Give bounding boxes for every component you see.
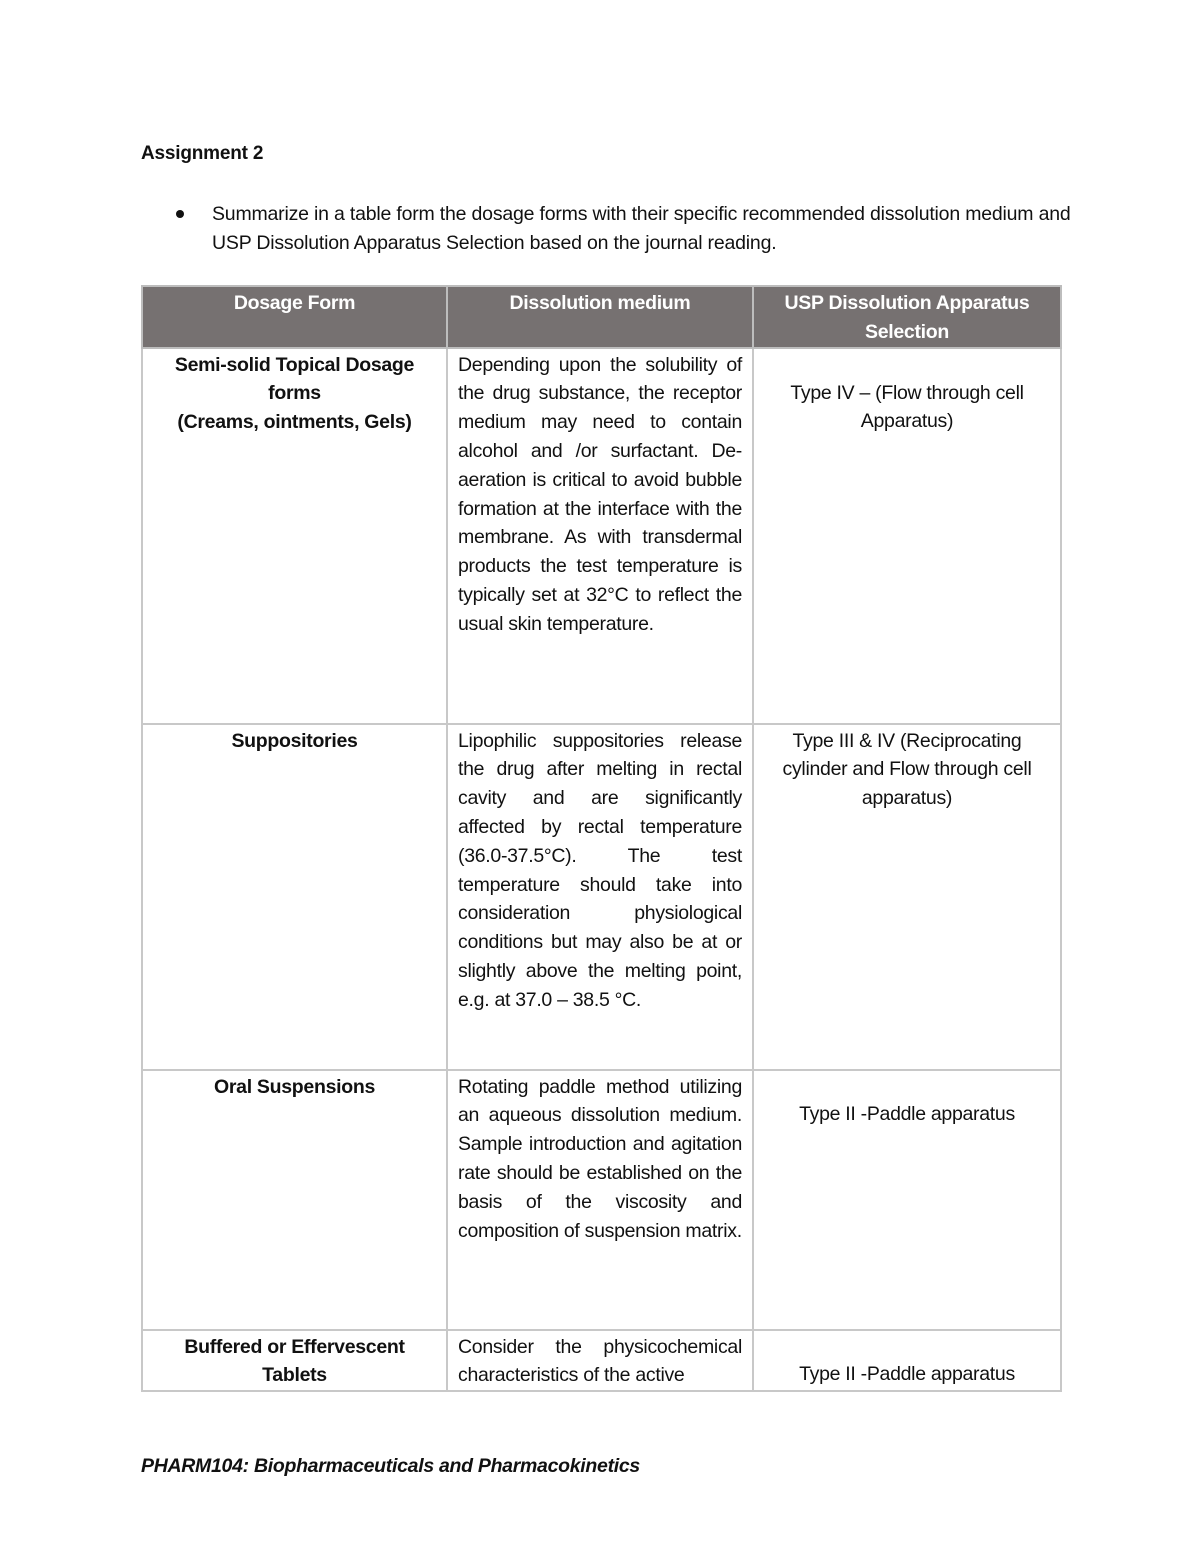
dosage-form-name: Semi-solid Topical Dosage forms <box>174 353 415 405</box>
dissolution-medium-cell: Depending upon the solubility of the drug substance, the receptor medium may need to contain alcohol and /or surfactant. De-aeration is critical to avoid bubble formation at the interface with the membrane. As with transdermal products the test temperature is typically set at 32°C to reflect the usual skin temperature. <box>447 348 753 724</box>
dosage-form-cell: Suppositories <box>142 724 447 1070</box>
table-header-row <box>142 286 1061 348</box>
apparatus-text: Type IV – (Flow through cell Apparatus) <box>790 381 1024 433</box>
header-apparatus: USP Dissolution Apparatus Selection <box>753 286 1061 348</box>
apparatus-cell <box>753 348 1061 724</box>
apparatus-text: Type II -Paddle apparatus <box>799 1362 1015 1385</box>
dissolution-medium-cell: Consider the physicochemical characteristics of the active <box>447 1330 753 1392</box>
header-dosage-form: Dosage Form <box>142 286 447 348</box>
dosage-form-examples: (Creams, ointments, Gels) <box>177 411 412 434</box>
dosage-table <box>141 285 1062 1392</box>
table-row <box>142 1070 1061 1330</box>
table-row <box>142 1330 1061 1392</box>
bullet-icon <box>176 210 184 218</box>
dosage-form-cell <box>142 348 447 724</box>
apparatus-text: Type III & IV (Reciprocating cylinder and Flow through cell apparatus) <box>782 729 1032 810</box>
dosage-form-cell: Oral Suspensions <box>142 1070 447 1330</box>
header-dissolution-medium: Dissolution medium <box>447 286 753 348</box>
apparatus-text: Type II -Paddle apparatus <box>799 1102 1015 1125</box>
instruction-text: Summarize in a table form the dosage forms with their specific recommended dissolution medium and USP Dissolution Apparatus Selection based on the journal reading. <box>212 203 1071 254</box>
apparatus-cell <box>753 1070 1061 1330</box>
apparatus-cell <box>753 724 1061 1070</box>
dosage-form-name: Buffered or Effervescent Tablets <box>184 1335 405 1387</box>
apparatus-cell <box>753 1330 1061 1392</box>
table-row <box>142 724 1061 1070</box>
dosage-form-cell <box>142 1330 447 1392</box>
dissolution-medium-cell: Lipophilic suppositories release the drug after melting in rectal cavity and are significantly affected by rectal temperature (36.0-37.5°C). The test temperature should take into consideration physiological conditions but may also be at or slightly above the melting point, e.g. at 37.0 – 38.5 °C. <box>447 724 753 1070</box>
table-row <box>142 348 1061 724</box>
dissolution-medium-cell: Rotating paddle method utilizing an aqueous dissolution medium. Sample introduction and agitation rate should be established on the basis of the viscosity and composition of suspension matrix. <box>447 1070 753 1330</box>
page-title: Assignment 2 <box>141 143 264 164</box>
page-footer: PHARM104: Biopharmaceuticals and Pharmacokinetics <box>141 1455 640 1477</box>
